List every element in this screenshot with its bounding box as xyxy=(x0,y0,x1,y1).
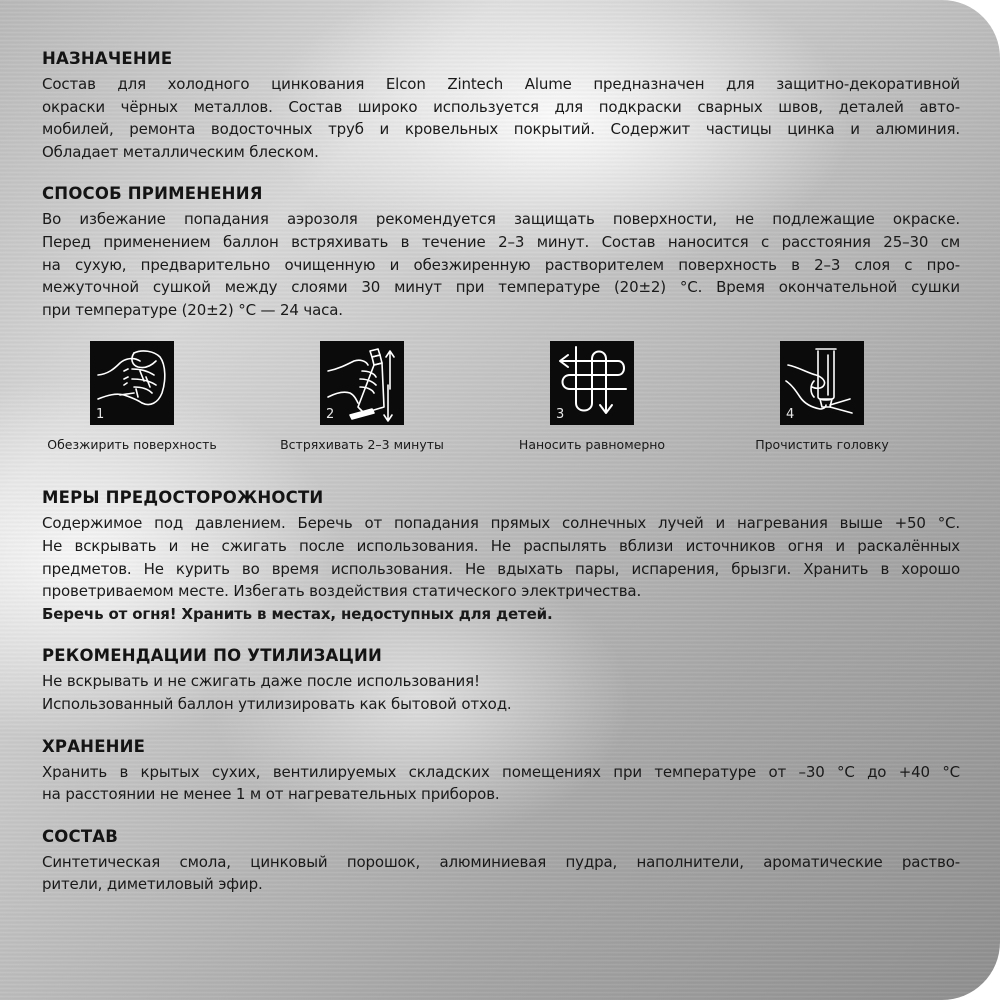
section-title: СПОСОБ ПРИМЕНЕНИЯ xyxy=(42,184,263,204)
section-disposal xyxy=(42,645,960,715)
text-line: Синтетическая смола, цинковый порошок, алюминиевая пудра, наполнители, ароматические раство- xyxy=(42,852,960,871)
section-composition xyxy=(42,826,960,896)
section-body xyxy=(42,761,960,806)
section-purpose xyxy=(42,48,960,163)
step-caption: Наносить равномерно xyxy=(518,437,666,453)
step-caption: Встряхивать 2–3 минуты xyxy=(280,437,444,453)
step-number: 2 xyxy=(326,407,335,423)
section-body xyxy=(42,851,960,896)
text-line: рители, диметиловый эфир. xyxy=(42,875,263,894)
section-body xyxy=(42,512,960,625)
fire-warning: Беречь от огня! Хранить в местах, недоступных для детей. xyxy=(42,604,553,623)
text-line: Содержимое под давлением. Беречь от попадания прямых солнечных лучей и нагревания выше +50 °С. xyxy=(42,514,960,533)
section-title: РЕКОМЕНДАЦИИ ПО УТИЛИЗАЦИИ xyxy=(42,646,383,666)
text-line: Во избежание попадания аэрозоля рекомендуется защищать поверхности, не подлежащие окраске. xyxy=(42,210,960,229)
text-line: Не вскрывать и не сжигать после использования. Не распылять вблизи источников огня и раскалённых xyxy=(42,536,960,555)
text-line: окраски чёрных металлов. Состав широко используется для подкраски сварных швов, деталей авто- xyxy=(42,97,960,116)
text-line: Использованный баллон утилизировать как бытовой отход. xyxy=(42,694,512,713)
section-body xyxy=(42,670,960,715)
section-body xyxy=(42,73,960,163)
text-line: Не вскрывать и не сжигать даже после использования! xyxy=(42,672,480,691)
section-title: ХРАНЕНИЕ xyxy=(42,736,146,756)
section-precautions xyxy=(42,487,960,625)
instructions-document xyxy=(42,48,960,916)
text-line: мобилей, ремонта водосточных труб и кровельных покрытий. Содержит частицы цинка и алюминия. xyxy=(42,120,960,139)
text-line: на сухую, предварительно очищенную и обезжиренную растворителем поверхность в 2–3 слоя с про- xyxy=(42,255,960,274)
step-caption: Обезжирить поверхность xyxy=(47,437,217,453)
section-application xyxy=(42,183,960,321)
text-line: Хранить в крытых сухих, вентилируемых складских помещениях при температуре от –30 °С до +40 °С xyxy=(42,762,960,781)
text-line: при температуре (20±2) °С — 24 часа. xyxy=(42,300,343,319)
text-line: Обладает металлическим блеском. xyxy=(42,142,319,161)
step-4 xyxy=(712,341,932,453)
spray-pattern-icon xyxy=(550,341,634,425)
step-3 xyxy=(482,341,702,453)
section-storage xyxy=(42,736,960,806)
text-line: предметов. Не курить во время использования. Не вдыхать пары, испарения, брызги. Хранить в хорошо xyxy=(42,559,960,578)
text-line: проветриваемом месте. Избегать воздействия статического электричества. xyxy=(42,582,642,601)
shake-can-icon xyxy=(320,341,404,425)
hand-wipe-icon xyxy=(90,341,174,425)
section-title: МЕРЫ ПРЕДОСТОРОЖНОСТИ xyxy=(42,488,324,508)
section-body xyxy=(42,208,960,321)
step-1 xyxy=(22,341,242,453)
step-caption: Прочистить головку xyxy=(755,437,889,453)
text-line: Перед применением баллон встряхивать в течение 2–3 минут. Состав наносится с расстояния 25–30 см xyxy=(42,232,960,251)
step-number: 3 xyxy=(556,407,565,423)
text-line: Состав для холодного цинкования Elcon Zintech Alume предназначен для защитно-декоративной xyxy=(42,75,960,93)
section-title: СОСТАВ xyxy=(42,826,119,846)
text-line: межуточной сушкой между слоями 30 минут при температуре (20±2) °С. Время окончательной сушки xyxy=(42,278,960,297)
application-steps xyxy=(42,341,960,473)
step-number: 4 xyxy=(786,407,795,423)
step-2 xyxy=(252,341,472,453)
clean-nozzle-icon xyxy=(780,341,864,425)
text-line: на расстоянии не менее 1 м от нагревательных приборов. xyxy=(42,785,500,804)
step-number: 1 xyxy=(96,407,105,423)
section-title: НАЗНАЧЕНИЕ xyxy=(42,49,173,68)
